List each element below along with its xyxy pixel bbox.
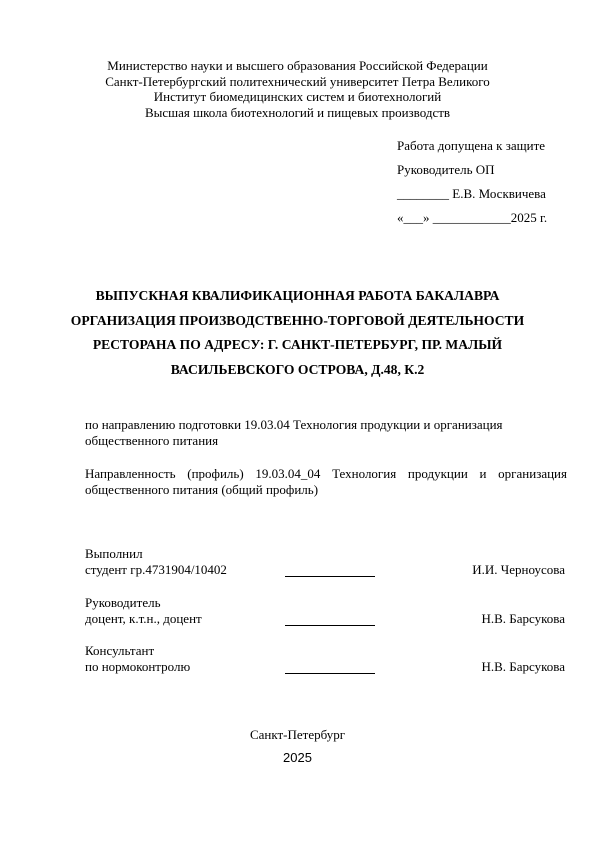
signature-name-3: Н.В. Барсукова <box>481 659 565 674</box>
signature-position-3: по нормоконтролю <box>85 659 191 674</box>
approval-date: «___» ____________2025 г. <box>397 210 548 225</box>
title-line-4: ВАСИЛЬЕВСКОГО ОСТРОВА, Д.48, К.2 <box>170 361 425 377</box>
study-direction: по направлению подготовки 19.03.04 Технология продукции и организация общественного питания <box>85 417 503 448</box>
signature-name-2: Н.В. Барсукова <box>481 611 565 626</box>
title-line-2: ОРГАНИЗАЦИЯ ПРОИЗВОДСТВЕННО-ТОРГОВОЙ ДЕЯТЕЛЬНОСТИ <box>70 312 525 328</box>
signature-line-2 <box>285 625 375 626</box>
year: 2025 <box>283 750 312 765</box>
signature-role-2: Руководитель <box>85 595 161 610</box>
approval-admitted: Работа допущена к защите <box>397 138 546 153</box>
organization-header <box>0 58 595 120</box>
signature-position-2: доцент, к.т.н., доцент <box>85 611 202 626</box>
title-line-3: РЕСТОРАНА ПО АДРЕСУ: Г. САНКТ-ПЕТЕРБУРГ, ПР. МАЛЫЙ <box>92 337 503 352</box>
signature-line-1 <box>285 576 375 577</box>
study-profile: Направленность (профиль) 19.03.04_04 Технология продукции и организация общественного питания (общий профиль) <box>85 466 567 497</box>
school-line: Высшая школа биотехнологий и пищевых производств <box>144 104 451 120</box>
signature-name-1: И.И. Черноусова <box>472 562 565 577</box>
signature-role-3: Консультант <box>85 643 155 658</box>
signature-position-1: студент гр.4731904/10402 <box>85 562 227 577</box>
ministry-line: Министерство науки и высшего образования Российской Федерации <box>107 58 488 73</box>
approval-signature: ________ Е.В. Москвичева <box>397 186 546 201</box>
thesis-title <box>60 284 535 382</box>
institute-line: Институт биомедицинских систем и биотехнологий <box>153 89 442 104</box>
signature-line-3 <box>285 673 375 674</box>
signature-role-1: Выполнил <box>85 546 143 561</box>
city: Санкт-Петербург <box>249 727 346 742</box>
university-line: Санкт-Петербургский политехнический университет Петра Великого <box>105 73 490 89</box>
title-line-1: ВЫПУСКНАЯ КВАЛИФИКАЦИОННАЯ РАБОТА БАКАЛАВРА <box>95 288 500 303</box>
approval-head: Руководитель ОП <box>397 162 495 177</box>
